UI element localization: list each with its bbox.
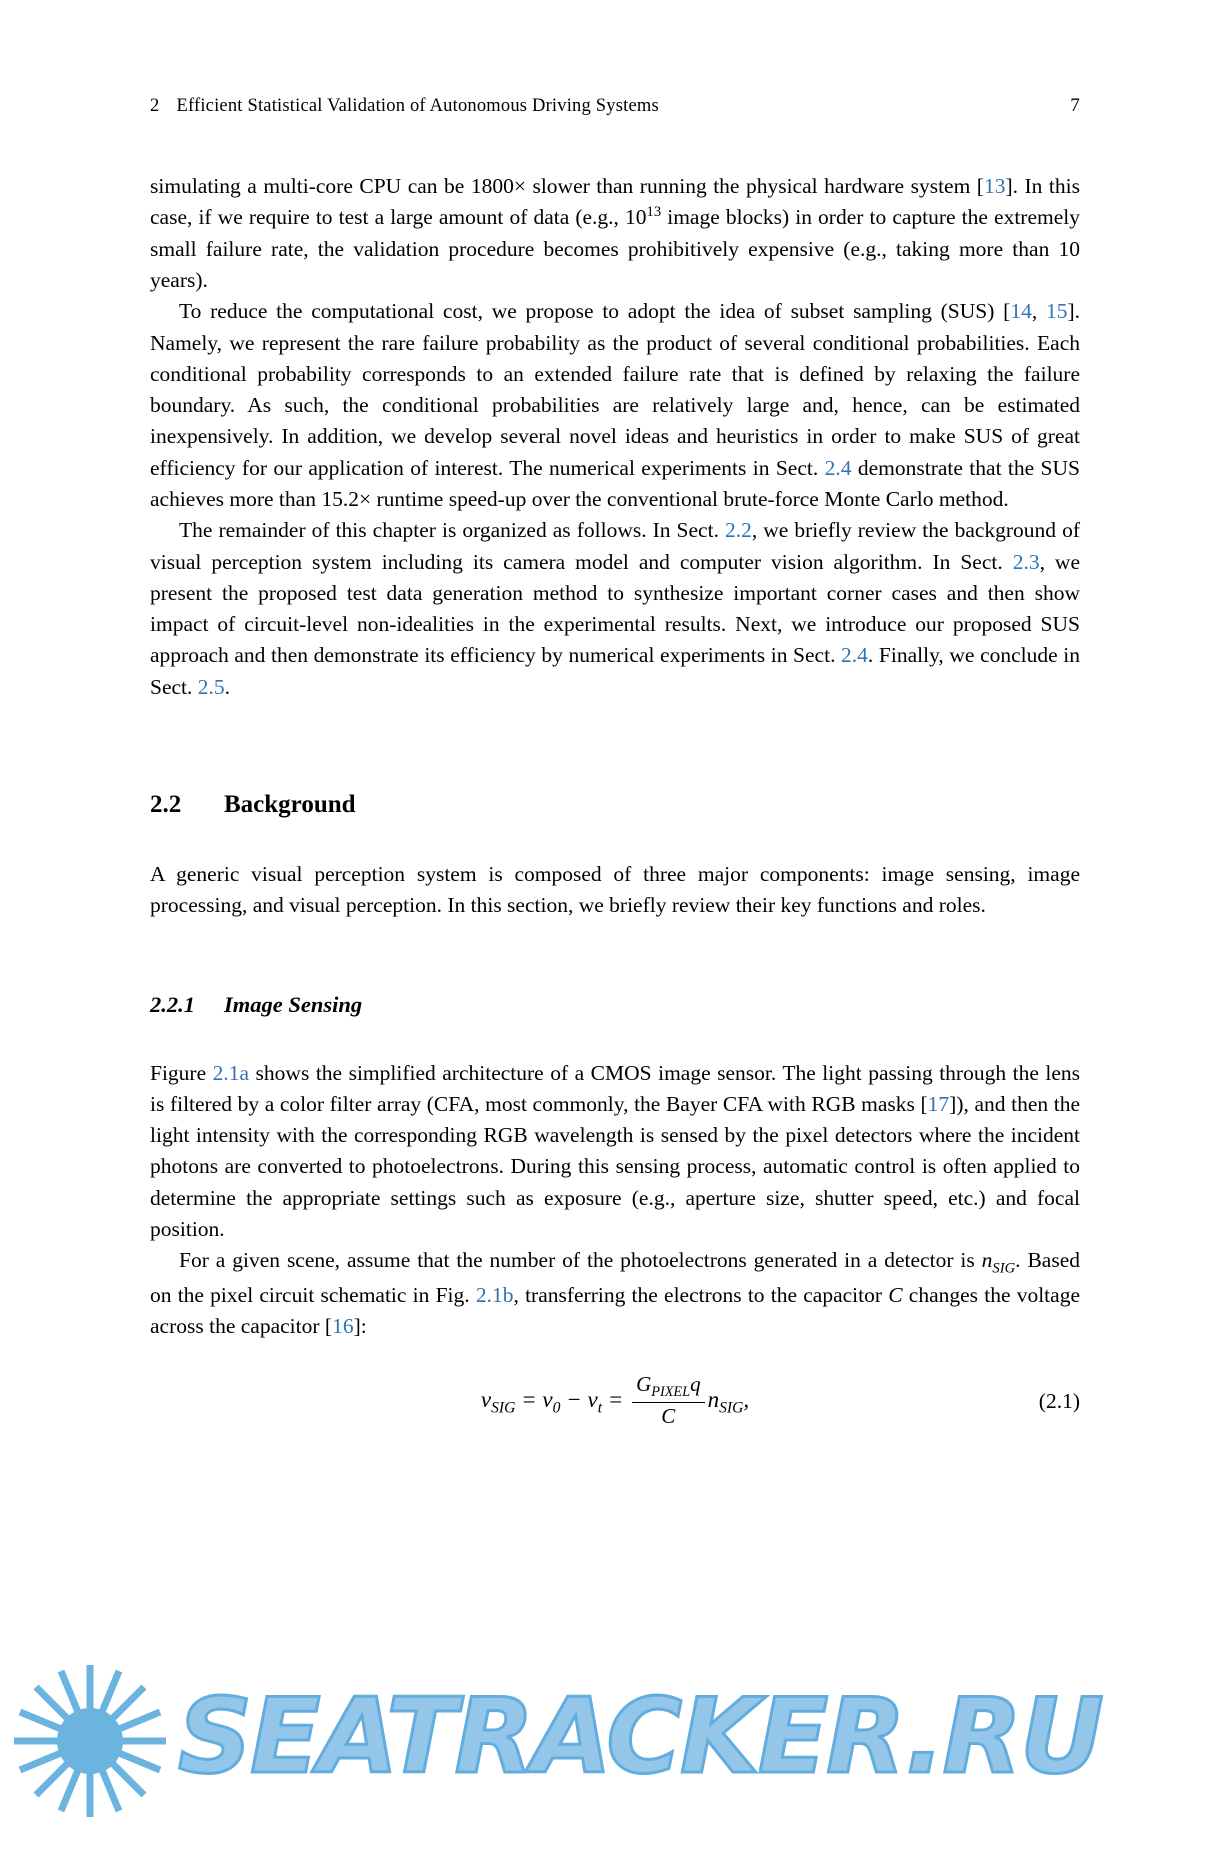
paragraph-1: [150, 171, 1080, 296]
subsection-p1-text-b: shows the simplified architecture of a CMOS image sensor. The light passing through the lens is filtered by a color filter array (CFA, most commonly, the Bayer CFA with RGB masks [: [150, 1060, 1080, 1116]
equation-comma: ,: [743, 1386, 750, 1412]
variable-n: n: [981, 1248, 993, 1273]
section-title: Background: [224, 790, 356, 818]
paragraph-3-text-a: The remainder of this chapter is organized as follows. In Sect.: [179, 518, 725, 543]
paragraph-1-text-d: image blocks) in order to capture the extremely small failure rate, the validation procedure becomes prohibitively expensive (e.g., taking more than 10 years).: [150, 205, 1080, 292]
variable-n-sig: [981, 1248, 1016, 1277]
sun-burst-icon: [10, 1661, 170, 1821]
subsection-paragraph-2: [150, 1245, 1080, 1342]
watermark-text: SEATRACKER.RU: [178, 1677, 1102, 1797]
section-number: 2.2: [150, 790, 182, 818]
paragraph-2-text-d: demonstrate that the SUS achieves more than 15.2: [150, 455, 1080, 511]
subsection-paragraph-1: [150, 1058, 1080, 1246]
equation-body: [481, 1373, 749, 1430]
subsection-p2-text-b: . Based on the pixel circuit schematic in Fig.: [150, 1248, 1080, 1307]
section-link-2-4-b[interactable]: 2.4: [841, 643, 868, 668]
citation-15[interactable]: 15: [1045, 299, 1068, 324]
citation-17[interactable]: 17: [927, 1091, 950, 1116]
paragraph-3-text-c: , we present the proposed test data generation method to synthesize important corner cases and then show impact of circuit-level non-idealities in the experimental results. Next, we introduce our proposed SUS approach and then demonstrate its efficiency by numerical experiments in Sect.: [150, 549, 1080, 668]
equation-numerator-subscript: PIXEL: [651, 1383, 691, 1400]
paragraph-1-text-b: slower than running the physical hardware system [: [525, 174, 984, 198]
watermark: [0, 1651, 1221, 1851]
citation-16[interactable]: 16: [332, 1314, 354, 1339]
equation-numerator-q: q: [690, 1371, 701, 1396]
equation-fraction: [632, 1372, 705, 1429]
page-number: 7: [1070, 95, 1080, 116]
spacer-after-section-heading: [150, 819, 1080, 859]
variable-c: C: [888, 1282, 903, 1307]
figure-link-2-1a[interactable]: 2.1a: [212, 1060, 250, 1085]
equation-numerator: [632, 1372, 705, 1402]
subsection-p2-text-d: changes the voltage across the capacitor [: [150, 1282, 1080, 1339]
equation-eq2-subscript: t: [597, 1399, 603, 1417]
spacer-before-subsection: [150, 922, 1080, 992]
times-symbol-2: ×: [358, 486, 372, 511]
paragraph-1-text-a: simulating a multi-core CPU can be 1800: [150, 174, 514, 198]
equation-equals: =: [602, 1386, 630, 1412]
equation-minus: − v: [560, 1386, 598, 1412]
paragraph-3-text-e: .: [224, 674, 231, 699]
subsection-p2-text-c: , transferring the electrons to the capacitor: [513, 1282, 889, 1307]
equation-lhs: v: [480, 1386, 492, 1412]
section-link-2-5[interactable]: 2.5: [197, 674, 225, 699]
paragraph-3-text-b: , we briefly review the background of visual perception system including its camera model and computer vision algorithm. In Sect.: [150, 518, 1081, 574]
citation-13[interactable]: 13: [983, 174, 1006, 198]
subsection-p2-text-e: ]:: [353, 1314, 367, 1339]
page-content: [150, 95, 1080, 1432]
times-symbol: ×: [513, 174, 526, 198]
section-heading: [150, 791, 1080, 819]
running-head-chapter-number: 2: [150, 96, 160, 116]
section-link-2-3[interactable]: 2.3: [1012, 549, 1040, 574]
equation-tail-n: n: [707, 1386, 720, 1412]
paragraph-1-exponent: 13: [646, 204, 662, 221]
spacer-after-subsection-heading: [150, 1018, 1080, 1058]
running-head-title: Efficient Statistical Validation of Autonomous Driving Systems: [176, 96, 659, 116]
subsection-heading: [150, 992, 1080, 1018]
subsection-title: Image Sensing: [224, 991, 363, 1017]
subsection-p1-text-a: Figure: [150, 1060, 213, 1085]
spacer-before-equation: [150, 1342, 1080, 1370]
paragraph-2-text-a: To reduce the computational cost, we propose to adopt the idea of subset sampling (SUS) [: [179, 299, 1011, 324]
equation-number: (2.1): [1038, 1388, 1080, 1413]
equation-eq1: = v: [515, 1386, 553, 1412]
paragraph-2: [150, 296, 1080, 515]
figure-link-2-1b[interactable]: 2.1b: [475, 1282, 514, 1307]
equation-tail-subscript: SIG: [719, 1399, 744, 1417]
section-intro-paragraph: A generic visual perception system is composed of three major components: image sensing, image processing, and visual perception. In this section, we briefly review their key functions and roles.: [150, 861, 1080, 918]
paragraph-2-text-c: ]. Namely, we represent the rare failure probability as the product of several conditional probabilities. Each conditional probability corresponds to an extended failure rate that is defined by relaxing the failure boundary. As such, the conditional probabilities are relatively large and, hence, can be estimated inexpensively. In addition, we develop several novel ideas and heuristics in order to make SUS of great efficiency for our application of interest. The numerical experiments in Sect.: [150, 299, 1081, 480]
paragraph-2-text-e: runtime speed-up over the conventional brute-force Monte Carlo method.: [371, 486, 1009, 511]
subsection-number: 2.2.1: [150, 991, 195, 1017]
citation-14[interactable]: 14: [1010, 299, 1032, 324]
subsection-p2-text-a: For a given scene, assume that the number of the photoelectrons generated in a detector is: [179, 1248, 982, 1273]
equation-2-1: [150, 1370, 1080, 1432]
section-link-2-4[interactable]: 2.4: [824, 455, 852, 480]
paragraph-3: [150, 515, 1080, 703]
running-head: [150, 95, 1080, 117]
equation-numerator-g: G: [636, 1371, 652, 1396]
subsection-p1-text-c: ]), and then the light intensity with the corresponding RGB wavelength is sensed by the pixel detectors where the incident photons are converted to photoelectrons. During this sensing process, automatic control is often applied to determine the appropriate settings such as exposure (e.g., aperture size, shutter speed, etc.) and focal position.: [150, 1091, 1080, 1241]
paragraph-3-text-d: . Finally, we conclude in Sect.: [150, 643, 1080, 699]
equation-lhs-subscript: SIG: [491, 1399, 516, 1417]
equation-denominator: C: [632, 1402, 705, 1429]
section-link-2-2[interactable]: 2.2: [725, 518, 752, 543]
paragraph-1-text-c: ]. In this case, if we require to test a large amount of data (e.g., 10: [150, 174, 1080, 230]
variable-n-subscript: SIG: [992, 1260, 1016, 1277]
spacer-before-section: [150, 703, 1080, 791]
equation-eq1-subscript: 0: [552, 1399, 561, 1417]
paragraph-2-sep: ,: [1031, 299, 1046, 324]
